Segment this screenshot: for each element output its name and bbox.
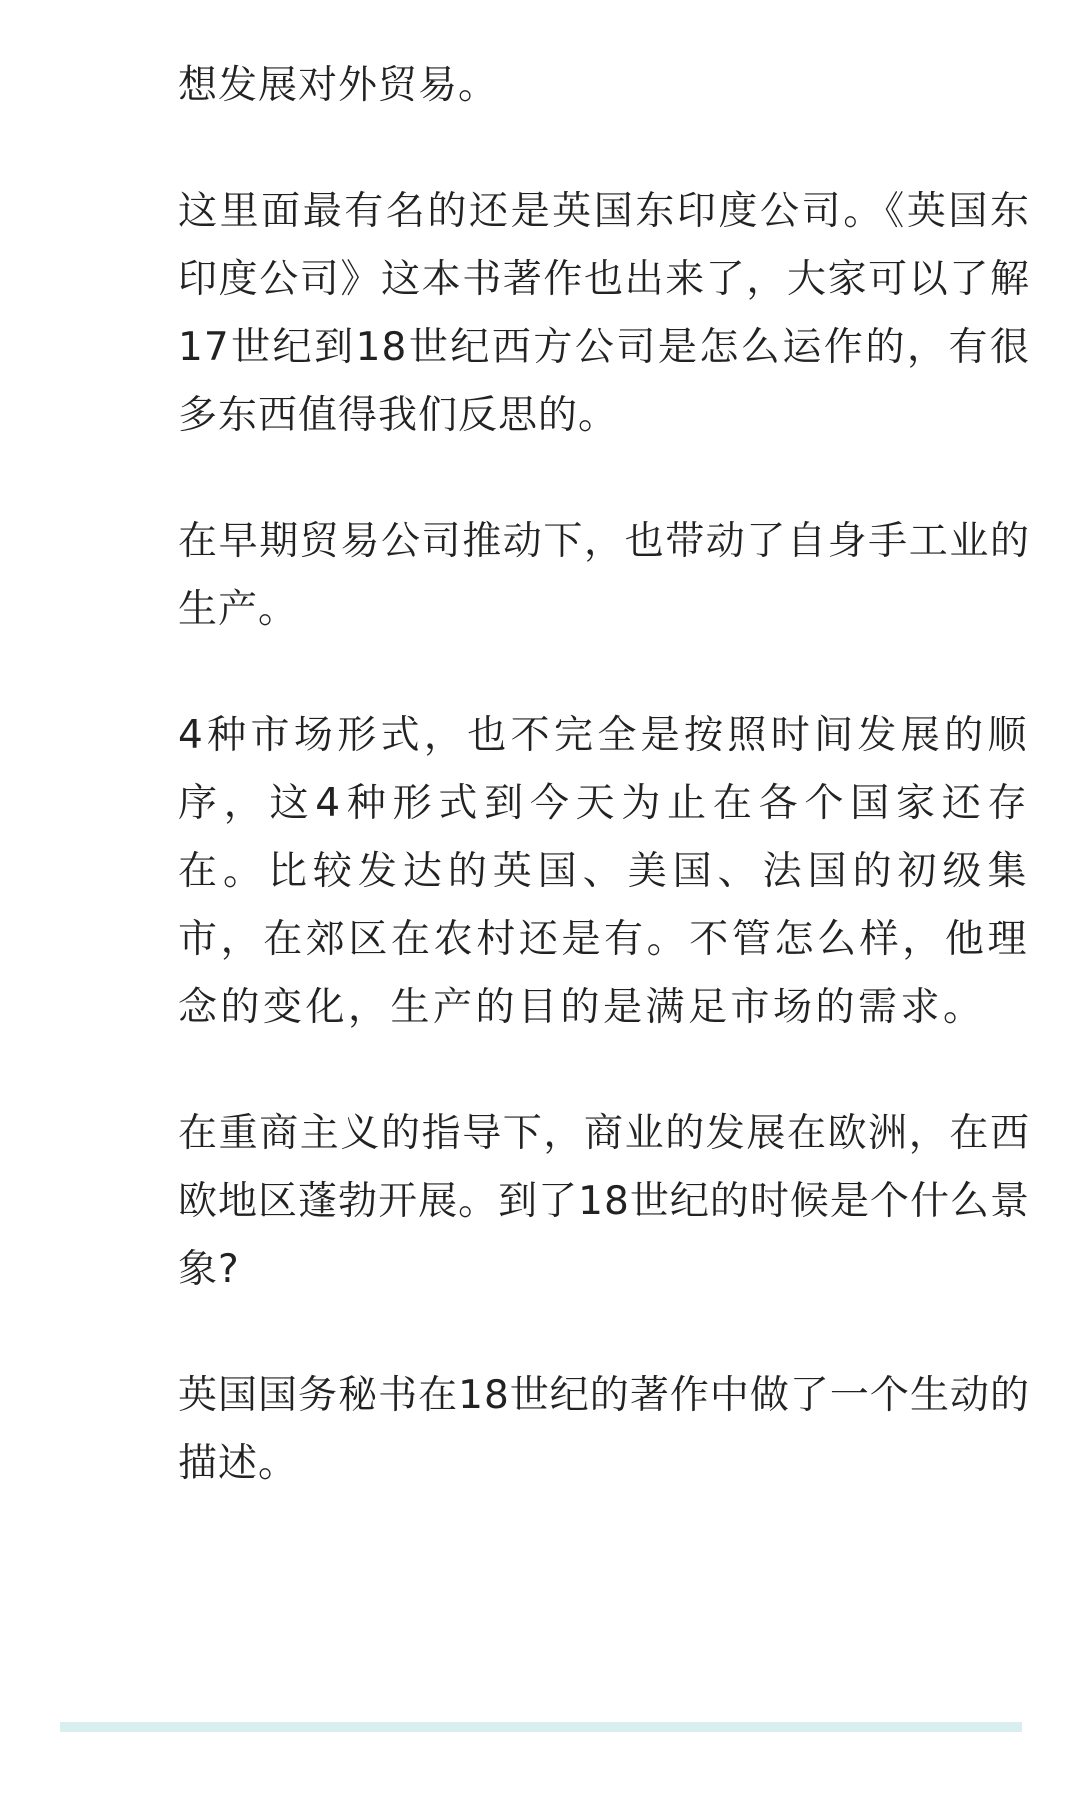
article-body — [178, 52, 1030, 1556]
paragraph: 4种市场形式，也不完全是按照时间发展的顺序，这4种形式到今天为止在各个国家还存在。比较发达的英国、美国、法国的初级集市，在郊区在农村还是有。不管怎么样，他理念的变化，生产的目的是满足市场的需求。 — [178, 713, 1030, 1030]
paragraph: 英国国务秘书在18世纪的著作中做了一个生动的描述。 — [178, 1373, 1030, 1486]
section-divider — [60, 1722, 1022, 1732]
paragraph: 想发展对外贸易。 — [178, 63, 499, 108]
paragraph: 在早期贸易公司推动下，也带动了自身手工业的生产。 — [178, 519, 1030, 632]
paragraph: 在重商主义的指导下，商业的发展在欧洲，在西欧地区蓬勃开展。到了18世纪的时候是个什么景象? — [178, 1111, 1030, 1292]
paragraph: 这里面最有名的还是英国东印度公司。《英国东印度公司》这本书著作也出来了，大家可以了解17世纪到18世纪西方公司是怎么运作的，有很多东西值得我们反思的。 — [178, 189, 1030, 438]
